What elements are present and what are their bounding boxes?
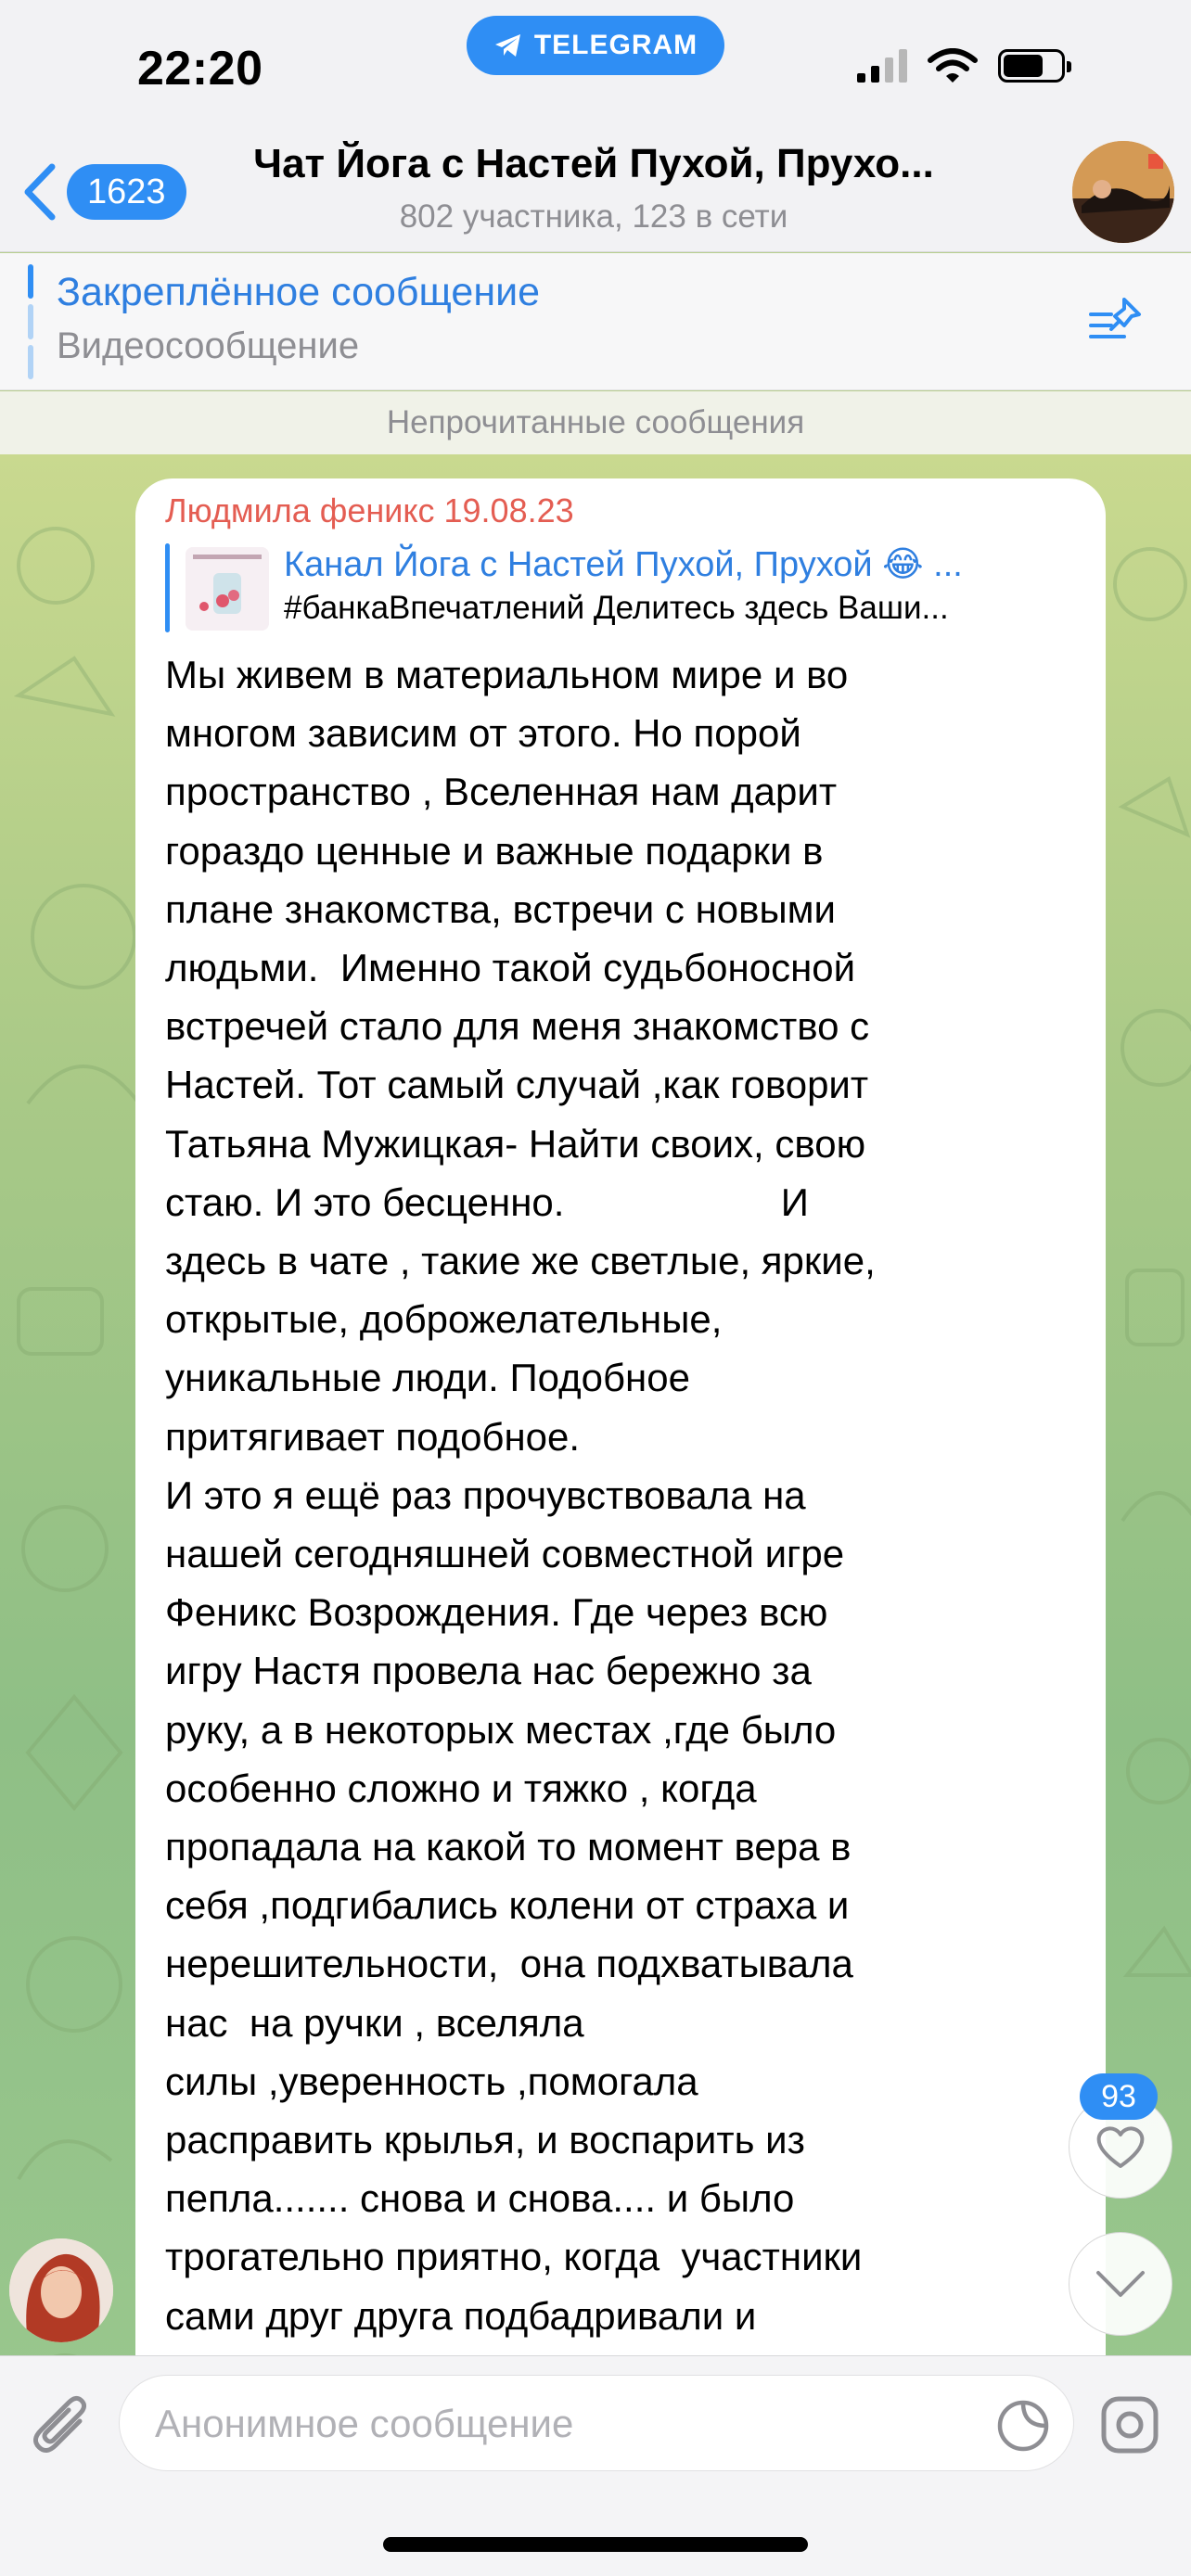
pinned-indicator [28, 264, 33, 379]
status-time: 22:20 [137, 42, 263, 96]
message-line: открытые, доброжелательные, [165, 1297, 723, 1342]
signal-icon [857, 49, 907, 83]
message-bubble[interactable] [135, 478, 1106, 2576]
telegram-pill-label: TELEGRAM [533, 30, 698, 60]
message-line: игру Настя провела нас бережно за [165, 1649, 812, 1693]
pinned-subtitle: Видеосообщение [57, 325, 360, 366]
message-line: многом зависим от этого. Но порой [165, 711, 801, 756]
sender-avatar[interactable] [9, 2238, 113, 2342]
message-line: Феникс Возрождения. Где через всю [165, 1590, 828, 1635]
message-line: силы ,уверенность ,помогала [165, 2059, 698, 2103]
reaction-count-badge: 93 [1080, 2073, 1158, 2120]
message-line: пепла....... снова и снова.... и было [165, 2176, 795, 2221]
unread-count-badge: 1623 [67, 164, 186, 220]
message-line: руку, а в некоторых местах ,где было [165, 1707, 837, 1752]
message-line: уникальные люди. Подобное [165, 1356, 690, 1400]
message-line: гораздо ценные и важные подарки в [165, 828, 824, 873]
message-line: плане знакомства, встречи с новыми [165, 886, 836, 931]
paperclip-icon[interactable] [28, 2390, 93, 2464]
reply-title: Канал Йога с Настей Пухой, Прухой 😂 ... [284, 545, 963, 584]
message-line: стаю. И это бесценно. И [165, 1180, 809, 1224]
pinned-message-bar[interactable] [0, 253, 1191, 390]
pinned-title: Закреплённое сообщение [57, 270, 541, 314]
message-line: Мы живем в материальном мире и во [165, 653, 849, 696]
home-indicator [383, 2537, 808, 2552]
wifi-icon [928, 48, 978, 83]
message-input[interactable] [155, 2376, 990, 2472]
scroll-down-button[interactable] [1069, 2232, 1172, 2336]
message-line: Татьяна Мужицкая- Найти своих, свою [165, 1121, 866, 1166]
telegram-pill[interactable] [467, 16, 724, 75]
message-line: особенно сложно и тяжко , когда [165, 1766, 757, 1810]
chat-subtitle: 802 участника, 123 в сети [399, 198, 788, 235]
unread-divider: Непрочитанные сообщения [0, 391, 1191, 454]
message-line: И это я ещё раз прочувствовала на [165, 1473, 806, 1517]
status-icons [857, 48, 1065, 83]
message-line: пространство , Вселенная нам дарит [165, 770, 838, 814]
camera-icon[interactable] [1100, 2395, 1159, 2455]
message-line: трогательно приятно, когда участники [165, 2235, 863, 2279]
message-line: себя ,подгибались колени от страха и [165, 1883, 850, 1928]
reply-thumbnail [186, 547, 269, 631]
message-line: нашей сегодняшней совместной игре [165, 1532, 845, 1576]
back-button[interactable] [20, 161, 186, 223]
heart-icon [1095, 2123, 1146, 2170]
forwarded-reply[interactable] [165, 543, 1083, 632]
message-field[interactable] [119, 2375, 1074, 2471]
chat-title[interactable]: Чат Йога с Настей Пухой, Прухо... [253, 141, 934, 186]
chevron-down-icon [1095, 2269, 1146, 2299]
message-line: нас на ручки , вселяла [165, 2000, 584, 2045]
message-text [165, 645, 1083, 2345]
message-line: сами друг друга подбадривали и [165, 2293, 757, 2338]
battery-icon [998, 49, 1065, 83]
sticker-icon[interactable] [995, 2398, 1051, 2454]
message-line: встречей стало для меня знакомство с [165, 1004, 870, 1049]
message-line: здесь в чате , такие же светлые, яркие, [165, 1239, 876, 1283]
reply-text: #банкаВпечатлений Делитесь здесь Ваши... [284, 590, 949, 626]
telegram-plane-icon [493, 32, 523, 58]
chat-avatar[interactable] [1072, 141, 1174, 243]
message-line: притягивает подобное. [165, 1414, 581, 1459]
message-line: Настей. Тот самый случай ,как говорит [165, 1063, 869, 1107]
message-line: расправить крылья, и воспарить из [165, 2118, 805, 2162]
top-bar [0, 0, 1191, 252]
message-line: пропадала на какой то момент вера в [165, 1825, 852, 1869]
message-line: людьми. Именно такой судьбоносной [165, 946, 856, 990]
reply-bar [165, 543, 170, 632]
pin-list-icon[interactable] [1087, 294, 1145, 351]
message-line: нерешительности, она подхватывала [165, 1942, 853, 1986]
message-sender[interactable]: Людмила феникс 19.08.23 [165, 491, 574, 529]
back-chevron-icon [20, 161, 59, 223]
